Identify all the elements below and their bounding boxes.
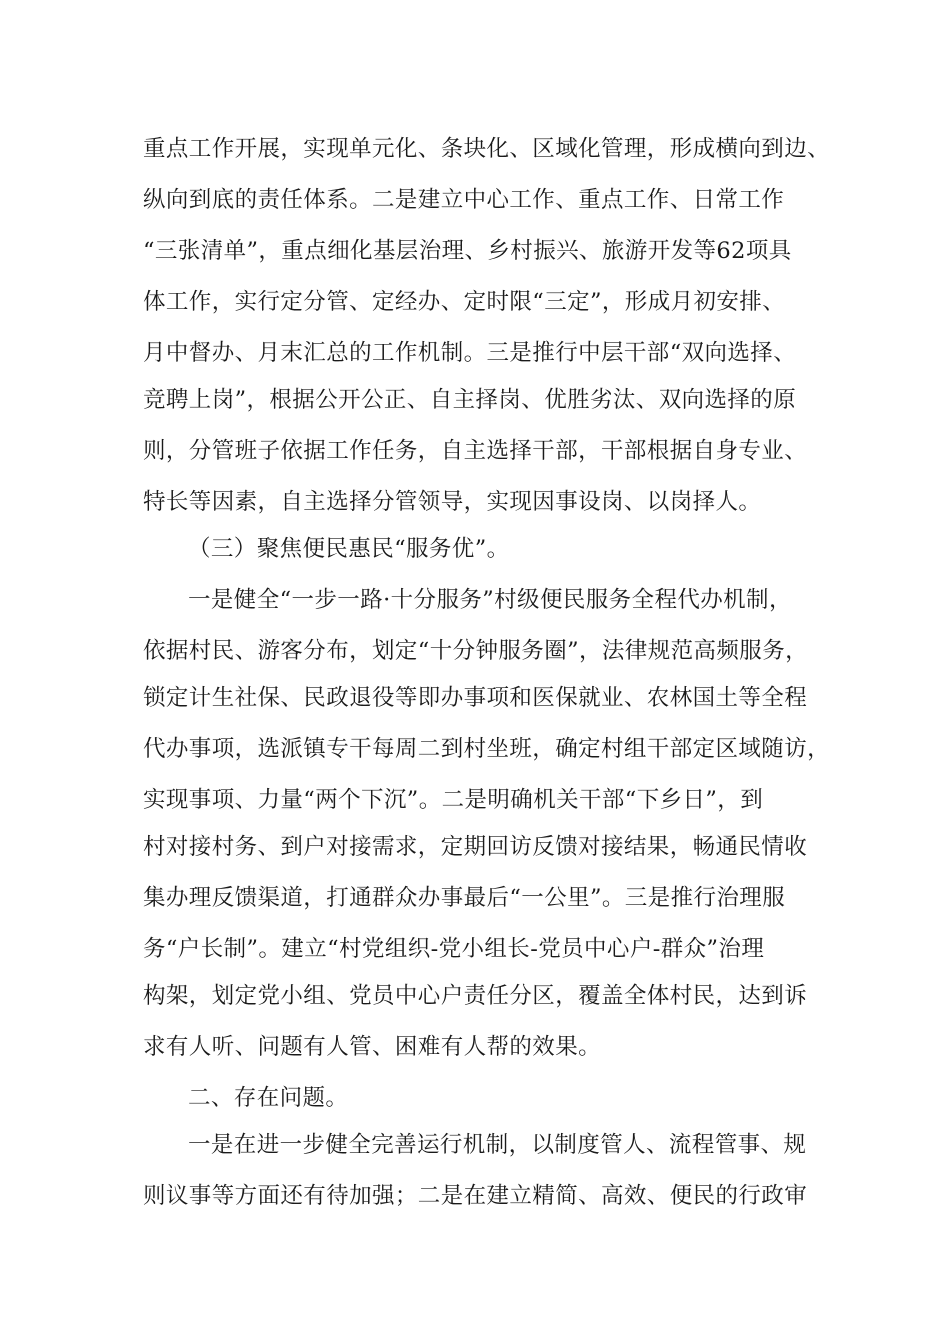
section-heading: 二、存在问题。 (188, 1085, 349, 1111)
paragraph-line: 重点工作开展，实现单元化、条块化、区域化管理，形成横向到边、 (143, 136, 831, 162)
paragraph-line: 依据村民、游客分布，划定“十分钟服务圈”，法律规范高频服务， (143, 638, 809, 664)
paragraph-line: 实现事项、力量“两个下沉”。二是明确机关干部“下乡日”，到 (143, 787, 764, 813)
section-heading: （三）聚焦便民惠民“服务优”。 (188, 536, 510, 562)
paragraph-line: 一是在进一步健全完善运行机制，以制度管人、流程管事、规 (188, 1132, 807, 1158)
paragraph-line: 体工作，实行定分管、定经办、定时限“三定”，形成月初安排、 (143, 289, 786, 315)
paragraph-line: 构架，划定党小组、党员中心户责任分区，覆盖全体村民，达到诉 (143, 983, 808, 1009)
paragraph-line: 月中督办、月末汇总的工作机制。三是推行中层干部“双向选择、 (143, 340, 797, 366)
paragraph-line: 竞聘上岗”，根据公开公正、自主择岗、优胜劣汰、双向选择的原 (143, 387, 797, 413)
paragraph-line: 村对接村务、到户对接需求，定期回访反馈对接结果，畅通民情收 (143, 834, 808, 860)
paragraph-line: 集办理反馈渠道，打通群众办事最后“一公里”。三是推行治理服 (143, 885, 786, 911)
paragraph-line: 代办事项，选派镇专干每周二到村坐班，确定村组干部定区域随访， (143, 736, 831, 762)
paragraph-line: 纵向到底的责任体系。二是建立中心工作、重点工作、日常工作 (143, 187, 785, 213)
paragraph-line: 则议事等方面还有待加强；二是在建立精简、高效、便民的行政审 (143, 1183, 808, 1209)
paragraph-line: 求有人听、问题有人管、困难有人帮的效果。 (143, 1034, 602, 1060)
paragraph-line: 一是健全“一步一路·十分服务”村级便民服务全程代办机制， (188, 587, 792, 613)
paragraph-line: 特长等因素，自主选择分管领导，实现因事设岗、以岗择人。 (143, 489, 762, 515)
paragraph-line: “三张清单”，重点细化基层治理、乡村振兴、旅游开发等62项具 (143, 238, 792, 264)
paragraph-line: 则，分管班子依据工作任务，自主选择干部，干部根据自身专业、 (143, 438, 808, 464)
paragraph-line: 锁定计生社保、民政退役等即办事项和医保就业、农林国土等全程 (143, 685, 808, 711)
paragraph-line: 务“户长制”。建立“村党组织-党小组长-党员中心户-群众”治理 (143, 936, 765, 962)
